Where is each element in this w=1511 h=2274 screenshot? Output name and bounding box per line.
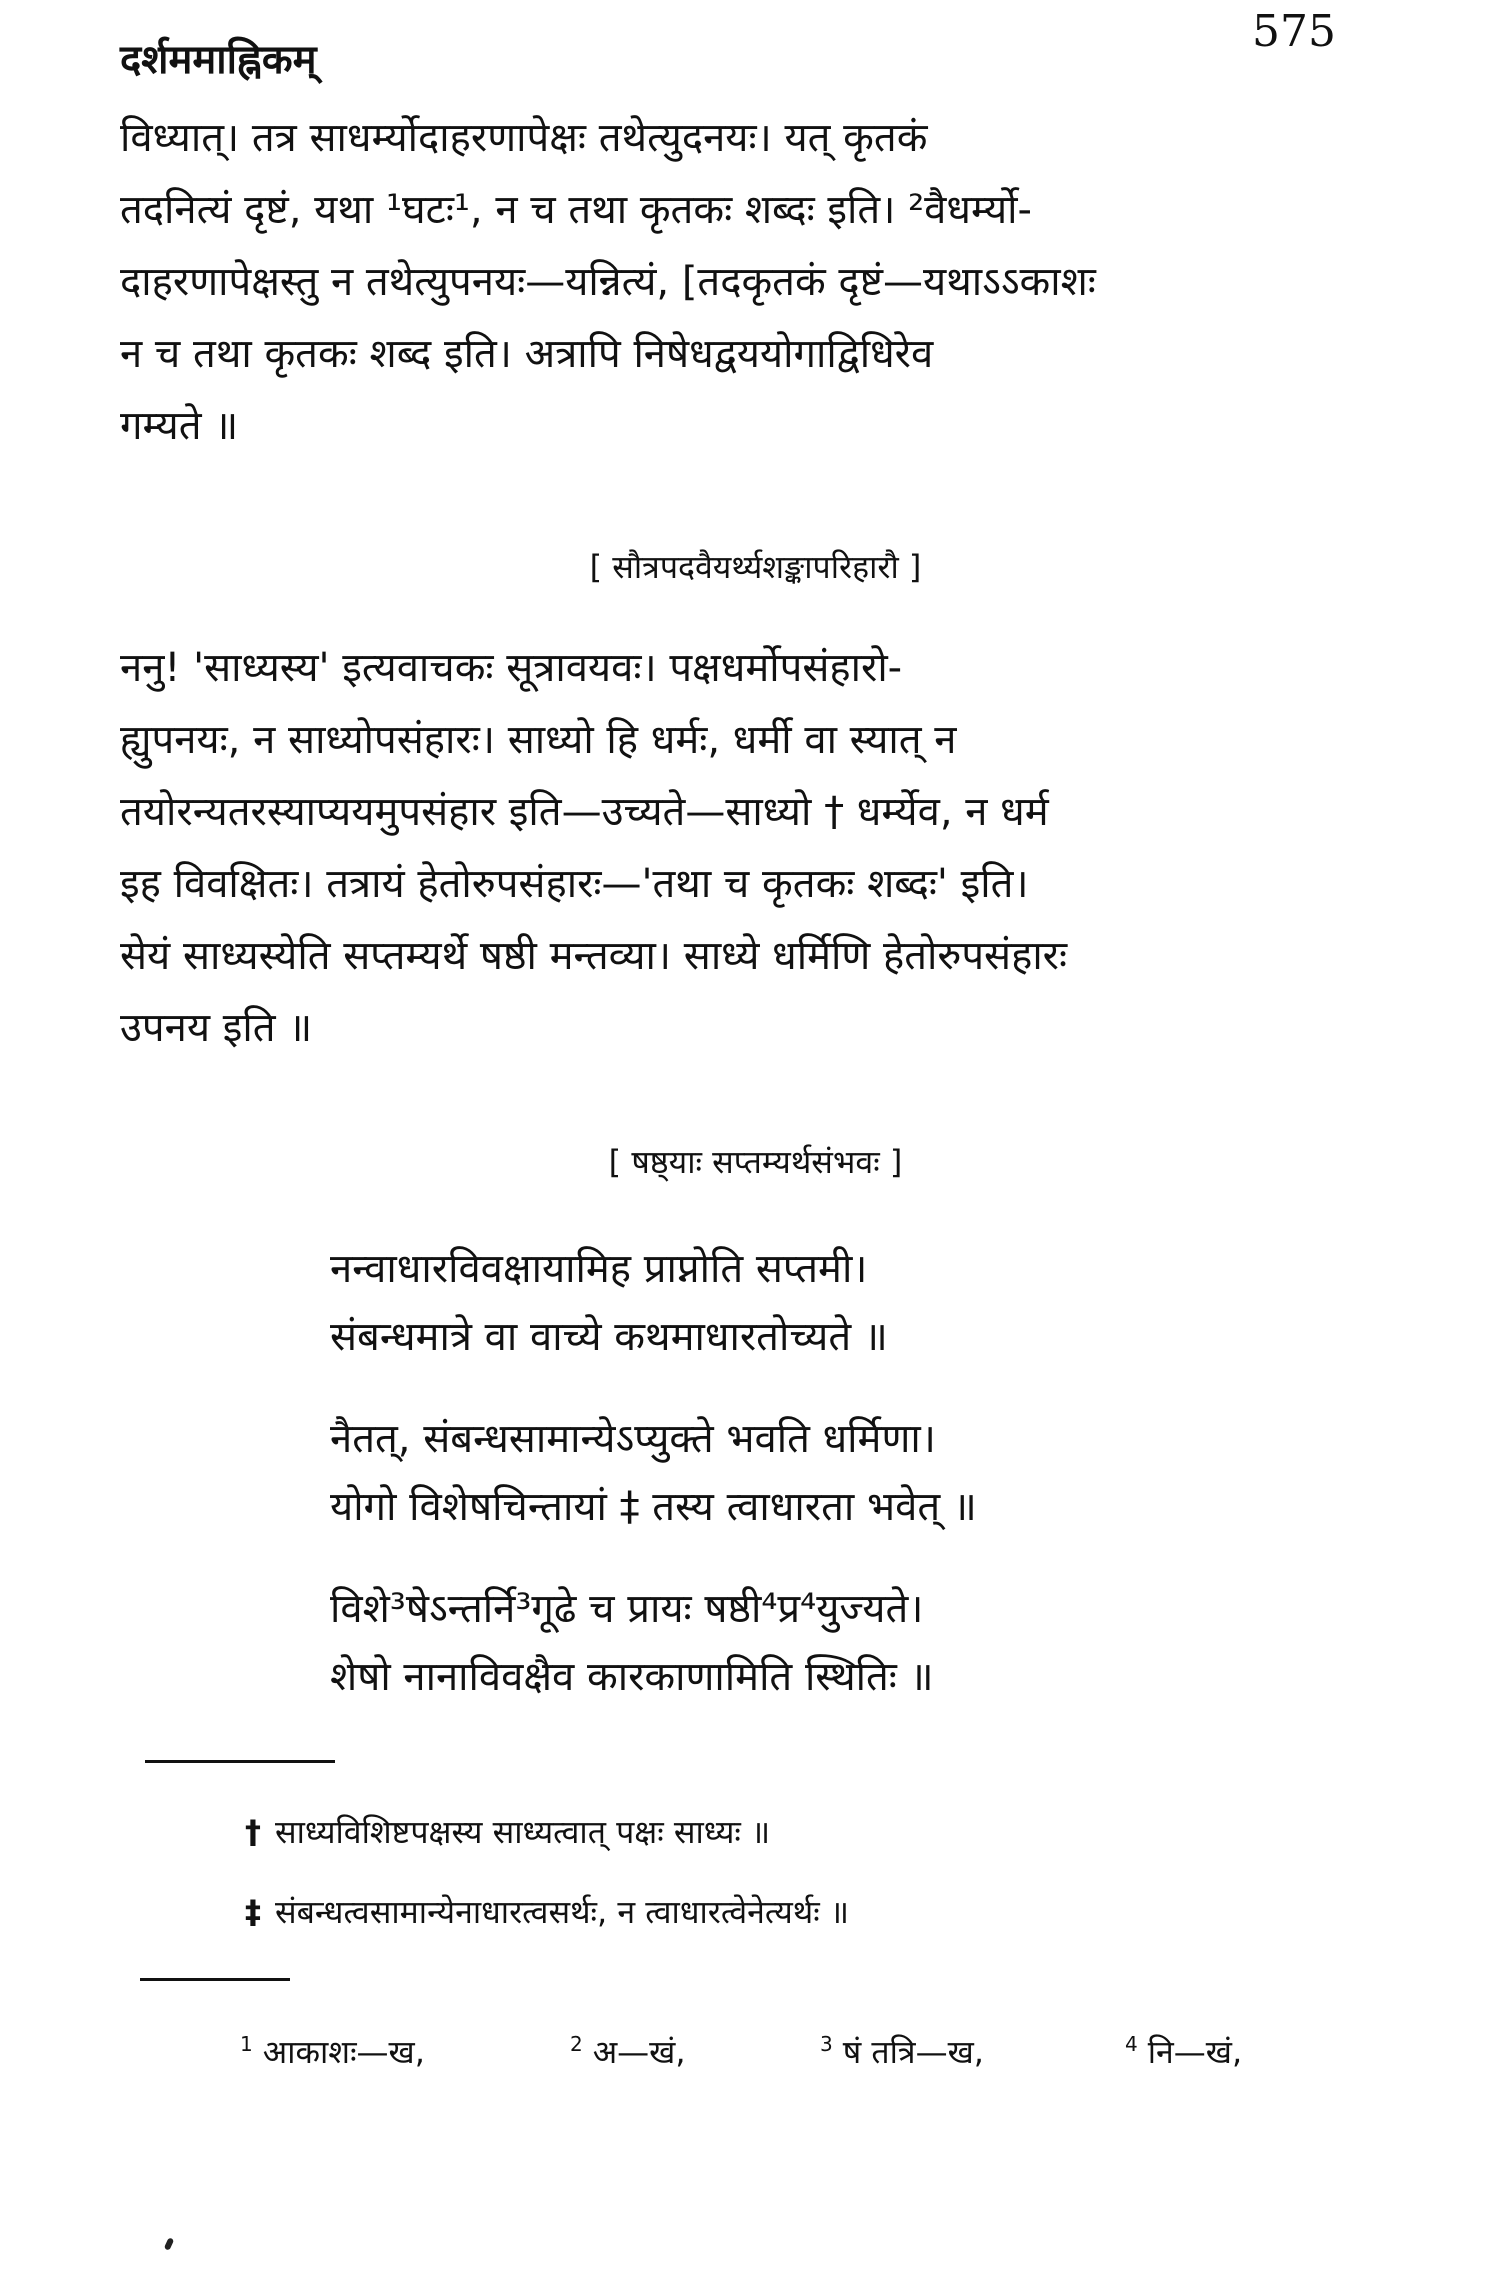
text-line: सेयं साध्यस्येति सप्तम्यर्थे षष्ठी मन्तव्या। साध्ये धर्मिणि हेतोरुपसंहारः: [120, 933, 1068, 979]
text-line: ह्युपनयः, न साध्योपसंहारः। साध्यो हि धर्मः, धर्मी वा स्यात् न: [120, 717, 957, 763]
section-heading: [ षष्ठ्याः सप्तम्यर्थसंभवः ]: [608, 1143, 903, 1181]
ink-speck: [164, 2237, 175, 2250]
verse-1: [330, 1235, 888, 1371]
text-line: तदनित्यं दृष्टं, यथा ¹घटः¹, न च तथा कृतकः शब्दः इति। ²वैधर्म्यो-: [120, 187, 1032, 233]
page-number: 575: [1252, 6, 1336, 57]
variant-number: 1: [240, 2032, 253, 2057]
variant-reading: [240, 2030, 425, 2073]
verse-3: [330, 1575, 934, 1711]
variant-reading: [820, 2030, 984, 2073]
text-line: गम्यते ॥: [120, 403, 239, 449]
variant-text: नि—खं,: [1147, 2033, 1243, 2071]
footnote-text: संबन्धत्वसामान्येनाधारत्वसर्थः, न त्वाधारत्वेनेत्यर्थः ॥: [275, 1893, 850, 1931]
variant-number: 3: [820, 2032, 833, 2057]
variant-number: 4: [1125, 2032, 1138, 2057]
variants-rule: [140, 1978, 290, 1981]
variant-reading: [1125, 2030, 1242, 2073]
text-line: दाहरणापेक्षस्तु न तथेत्युपनयः—यन्नित्यं, [तदकृतकं दृष्टं—यथाऽऽकाशः: [120, 259, 1096, 305]
footnote: [245, 1890, 849, 1933]
text-line: न च तथा कृतकः शब्द इति। अत्रापि निषेधद्वययोगाद्विधिरेव: [120, 331, 934, 377]
running-title: दर्शममाह्निकम्: [120, 37, 317, 83]
text-line: ननु! 'साध्यस्य' इत्यवाचकः सूत्रावयवः। पक्षधर्मोपसंहारो-: [120, 645, 903, 691]
text-line: उपनय इति ॥: [120, 1005, 313, 1051]
verse-line: संबन्धमात्रे वा वाच्ये कथमाधारतोच्यते ॥: [330, 1314, 888, 1360]
variant-reading: [570, 2030, 686, 2073]
variant-text: अ—खं,: [592, 2033, 686, 2071]
verse-line: शेषो नानाविवक्षैव कारकाणामिति स्थितिः ॥: [330, 1654, 934, 1700]
variant-text: षं तत्रि—ख,: [842, 2033, 984, 2071]
variant-number: 2: [570, 2032, 583, 2057]
variant-text: आकाशः—ख,: [262, 2033, 425, 2071]
verse-line: विशे³षेऽन्तर्नि³गूढे च प्रायः षष्ठी⁴प्र⁴युज्यते।: [330, 1586, 924, 1632]
text-line: इह विवक्षितः। तत्रायं हेतोरुपसंहारः—'तथा च कृतकः शब्दः' इति।: [120, 861, 1029, 907]
footnote-marker: ‡: [245, 1893, 261, 1931]
footnote-text: साध्यविशिष्टपक्षस्य साध्यत्वात् पक्षः साध्यः ॥: [275, 1813, 771, 1851]
verse-2: [330, 1405, 977, 1541]
paragraph-1: [120, 102, 1335, 462]
verse-line: नन्वाधारविवक्षायामिह प्राप्नोति सप्तमी।: [330, 1246, 868, 1292]
footnote: [245, 1810, 770, 1853]
text-line: तयोरन्यतरस्याप्ययमुपसंहार इति—उच्यते—साध्यो † धर्म्येव, न धर्म: [120, 789, 1049, 835]
footnote-marker: †: [245, 1813, 261, 1851]
verse-line: योगो विशेषचिन्तायां ‡ तस्य त्वाधारता भवेत् ॥: [330, 1484, 977, 1530]
paragraph-2: [120, 632, 1335, 1064]
text-line: विध्यात्। तत्र साधर्म्योदाहरणापेक्षः तथेत्युदनयः। यत् कृतकं: [120, 115, 928, 161]
verse-line: नैतत्, संबन्धसामान्येऽप्युक्ते भवति धर्मिणा।: [330, 1416, 936, 1462]
footnote-rule: [145, 1760, 335, 1763]
section-heading: [ सौत्रपदवैयर्थ्यशङ्कापरिहारौ ]: [589, 548, 922, 586]
